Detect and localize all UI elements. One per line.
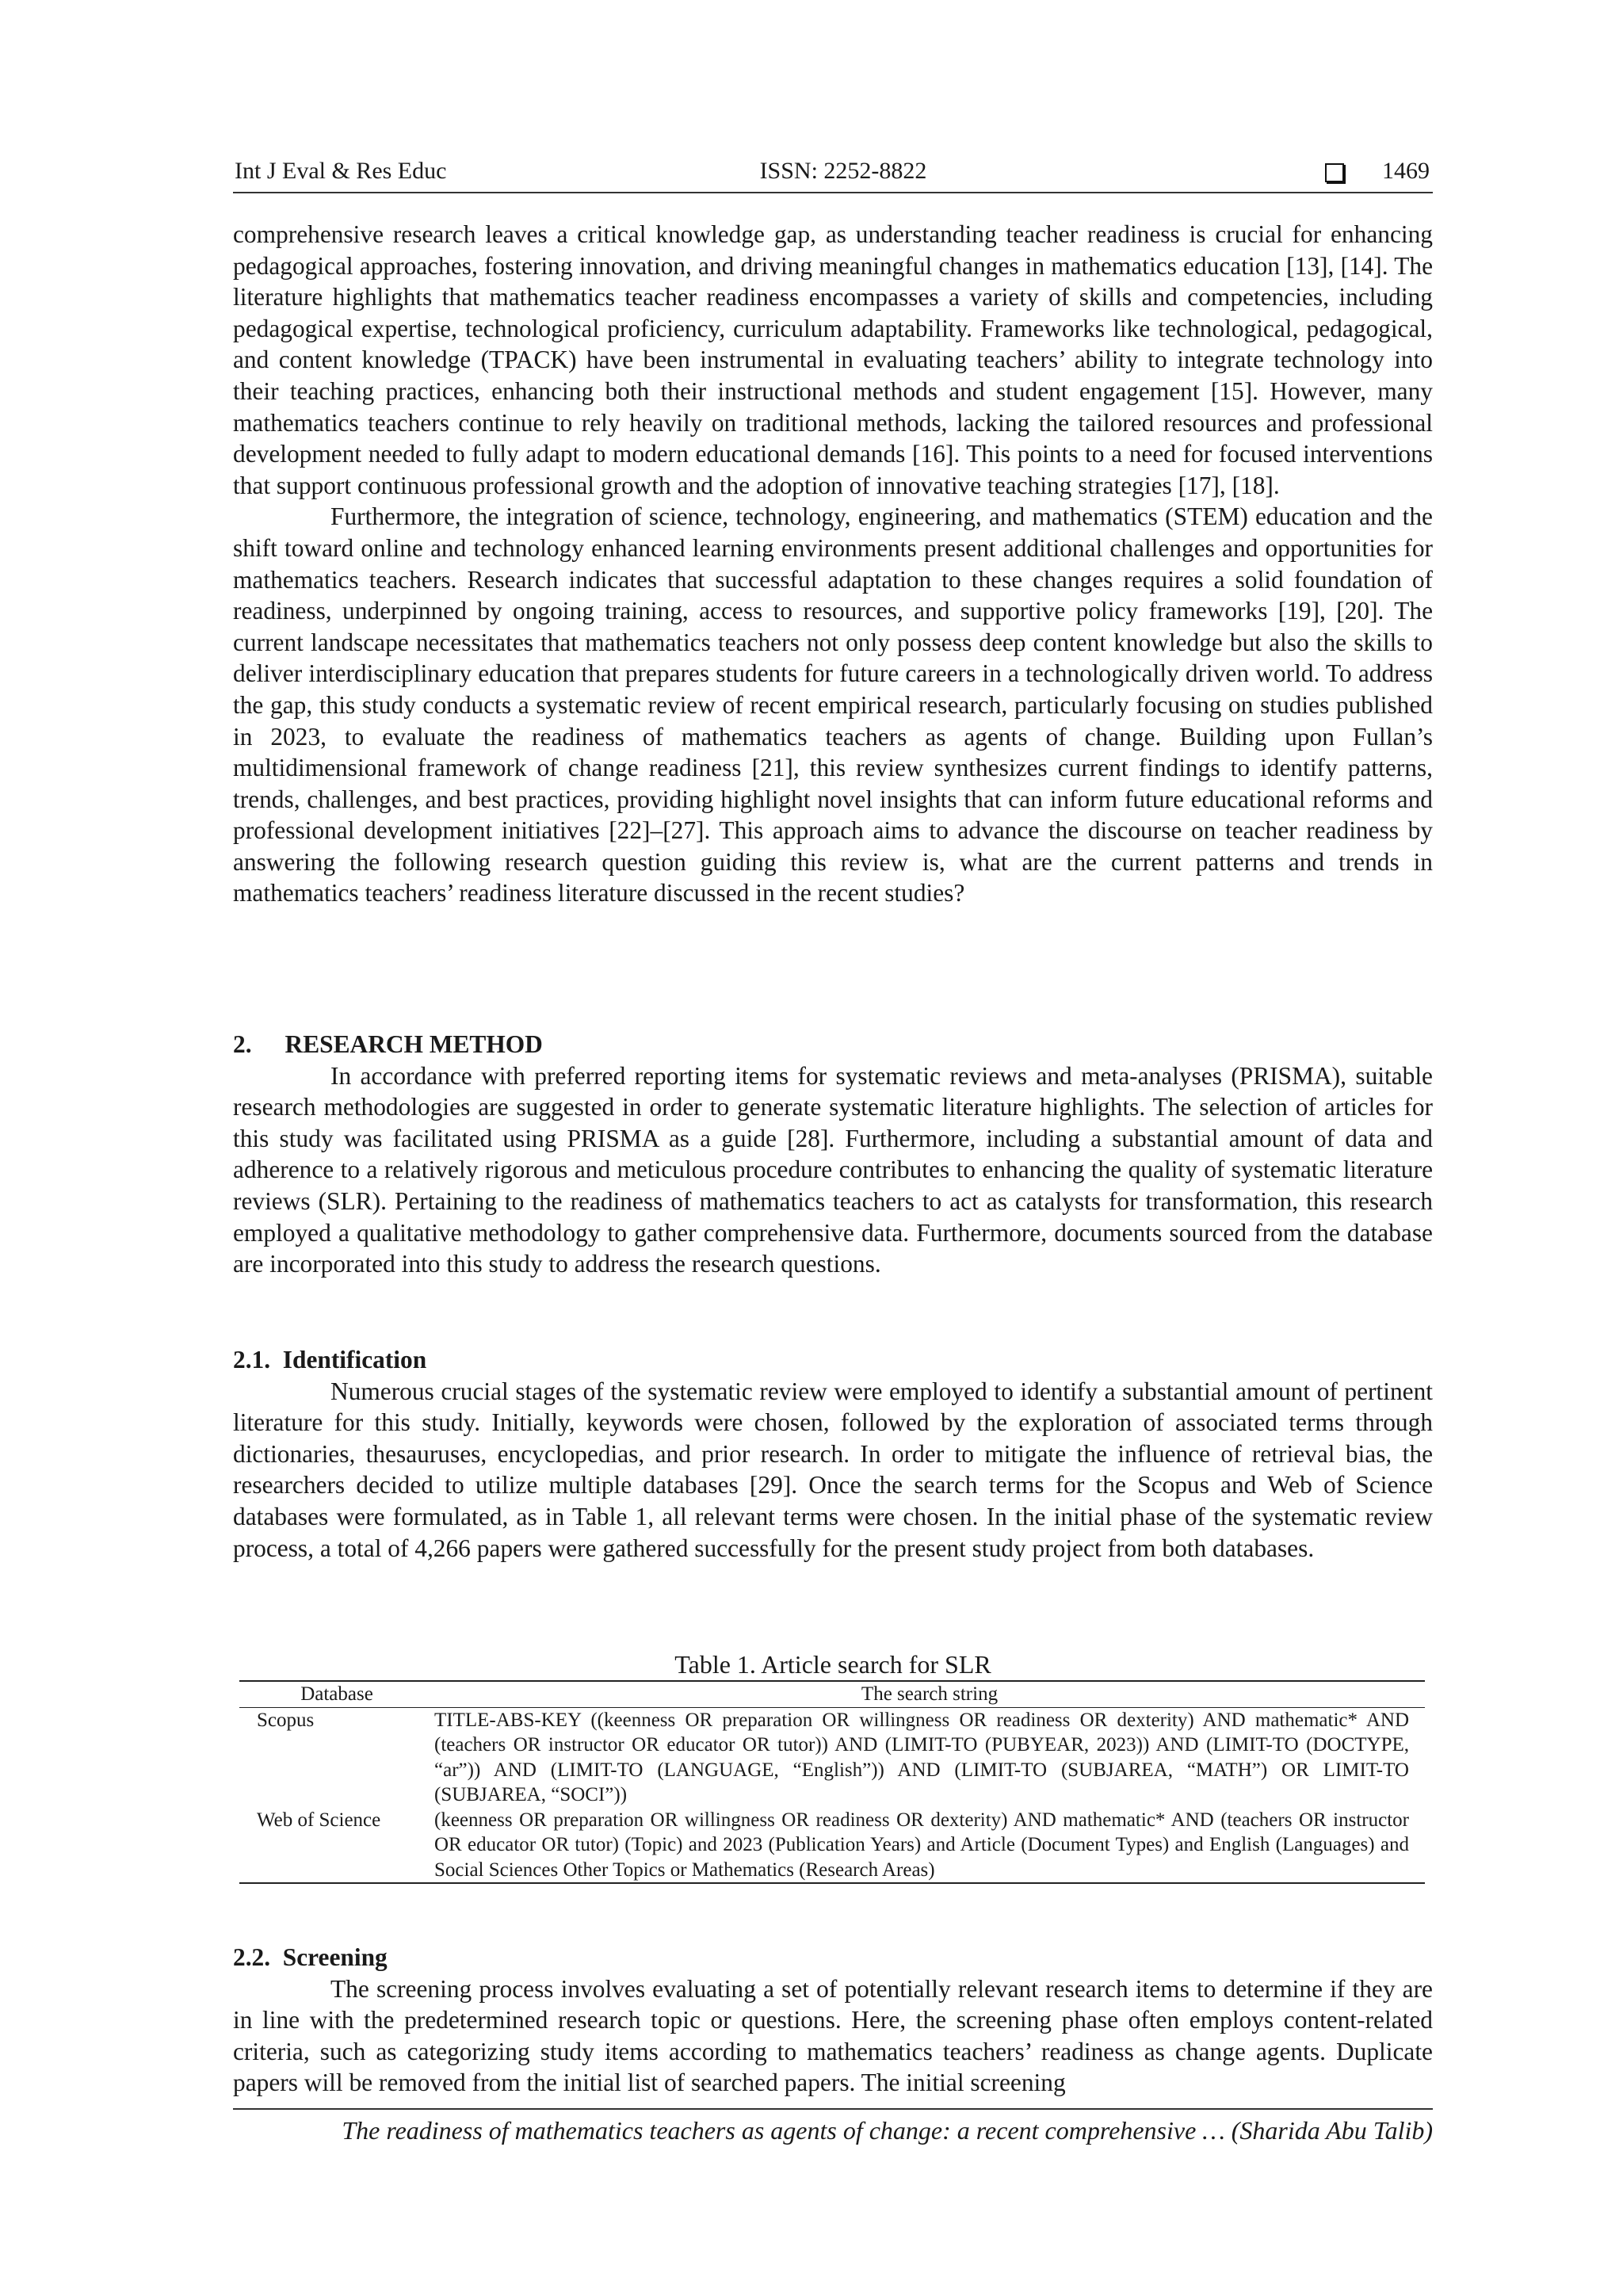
intro-paragraph-2: Furthermore, the integration of science, technology, engineering, and mathematics (STEM) education and the shift toward online and technology enhanced learning environments present additional challenges and opportunities for mathematics teachers. Research indicates that successful adaptation to these changes requires a solid foundation of readiness, underpinned by ongoing training, access to resources, and supportive policy frameworks [19], [20]. The current landscape necessitates that mathematics teachers not only possess deep content knowledge but also the skills to deliver interdisciplinary education that prepares students for future careers in a technologically driven world. To address the gap, this study conducts a systematic review of recent empirical research, particularly focusing on studies published in 2023, to evaluate the readiness of mathematics teachers as agents of change. Building upon Fullan’s multidimensional framework of change readiness [21], this review synthesizes current findings to identify patterns, trends, challenges, and best practices, providing highlight novel insights that can inform future educational reforms and professional development initiatives [22]–[27]. This approach aims to advance the discourse on teacher readiness by answering the following research question guiding this review is, what are the current patterns and trends in mathematics teachers’ readiness literature discussed in the recent studies?: [233, 502, 1433, 907]
subsection-heading: 2.2. Screening: [233, 1943, 388, 1971]
table-row: [239, 1707, 1425, 1808]
identification-section: [233, 1344, 1433, 1564]
database-cell: Scopus: [257, 1709, 315, 1731]
square-icon: [1325, 163, 1344, 182]
issn: ISSN: 2252-8822: [759, 158, 927, 184]
method-paragraph: In accordance with preferred reporting items for systematic reviews and meta-analyses (PRISMA), suitable research methodologies are suggested in order to generate systematic literature highlights. The selection of articles for this study was facilitated using PRISMA as a guide [28]. Furthermore, including a substantial amount of data and adherence to a relatively rigorous and meticulous procedure contributes to enhancing the quality of systematic literature reviews (SLR). Pertaining to the readiness of mathematics teachers to act as catalysts for transformation, this research employed a qualitative methodology to gather comprehensive data. Furthermore, documents sourced from the database are incorporated into this study to address the research questions.: [233, 1061, 1433, 1278]
section-title: RESEARCH METHOD: [285, 1030, 543, 1058]
search-table: [239, 1680, 1425, 1884]
running-footer: The readiness of mathematics teachers as agents of change: a recent comprehensive … (Sharida Abu Talib): [233, 2108, 1433, 2146]
section-heading: [233, 1029, 1433, 1060]
column-header: Database: [239, 1681, 434, 1707]
search-string-cell: TITLE-ABS-KEY ((keenness OR preparation OR willingness OR readiness OR dexterity) AND mathematic* AND (teachers OR instructor OR educator OR tutor)) AND (LIMIT-TO (PUBYEAR, 2023)) AND (LIMIT-TO (DOCTYPE, “ar”)) AND (LIMIT-TO (LANGUAGE, “English”)) AND (LIMIT-TO (SUBJAREA, “MATH”) OR LIMIT-TO (SUBJAREA, “SOCI”)): [434, 1709, 1409, 1805]
journal-name: Int J Eval & Res Educ: [235, 158, 447, 184]
search-string-cell: (keenness OR preparation OR willingness OR readiness OR dexterity) AND mathematic* AND (teachers OR instructor OR educator OR tutor) (Topic) and 2023 (Publication Years) and Article (Document Types) and English (Languages) and Social Sciences Other Topics or Mathematics (Research Areas): [434, 1808, 1425, 1884]
page-number: 1469: [1382, 158, 1430, 184]
research-method-section: [233, 1029, 1433, 1280]
screening-section: [233, 1942, 1433, 2099]
database-cell: Web of Science: [239, 1808, 434, 1884]
intro-section: [233, 219, 1433, 909]
column-header: The search string: [434, 1681, 1425, 1707]
table-caption: Table 1. Article search for SLR: [674, 1650, 991, 1679]
intro-paragraph-1: comprehensive research leaves a critical knowledge gap, as understanding teacher readiness is crucial for enhancing pedagogical approaches, fostering innovation, and driving meaningful changes in mathematics education [13], [14]. The literature highlights that mathematics teacher readiness encompasses a variety of skills and competencies, including pedagogical expertise, technological proficiency, curriculum adaptability. Frameworks like technological, pedagogical, and content knowledge (TPACK) have been instrumental in evaluating teachers’ ability to integrate technology into their teaching practices, enhancing both their instructional methods and student engagement [15]. However, many mathematics teachers continue to rely heavily on traditional methods, lacking the tailored resources and professional development needed to fully adapt to modern educational demands [16]. This points to a need for focused interventions that support continuous professional growth and the adoption of innovative teaching strategies [17], [18].: [233, 220, 1433, 499]
subsection-heading: 2.1. Identification: [233, 1346, 427, 1373]
identification-paragraph: Numerous crucial stages of the systematic review were employed to identify a substantial amount of pertinent literature for this study. Initially, keywords were chosen, followed by the exploration of associated terms through dictionaries, thesauruses, encyclopedias, and prior research. In order to mitigate the influence of retrieval bias, the researchers decided to utilize multiple databases [29]. Once the search terms for the Scopus and Web of Science databases were formulated, as in Table 1, all relevant terms were chosen. In the initial phase of the systematic review process, a total of 4,266 papers were gathered successfully for the present study project from both databases.: [233, 1377, 1433, 1562]
screening-paragraph: The screening process involves evaluating a set of potentially relevant research items to determine if they are in line with the predetermined research topic or questions. Here, the screening phase often employs content-related criteria, such as categorizing study items according to mathematics teachers’ readiness as change agents. Duplicate papers will be removed from the initial list of searched papers. The initial screening: [233, 1974, 1433, 2097]
table-row: [239, 1808, 1425, 1884]
section-number: 2.: [233, 1030, 252, 1058]
page-header: [233, 155, 1433, 193]
